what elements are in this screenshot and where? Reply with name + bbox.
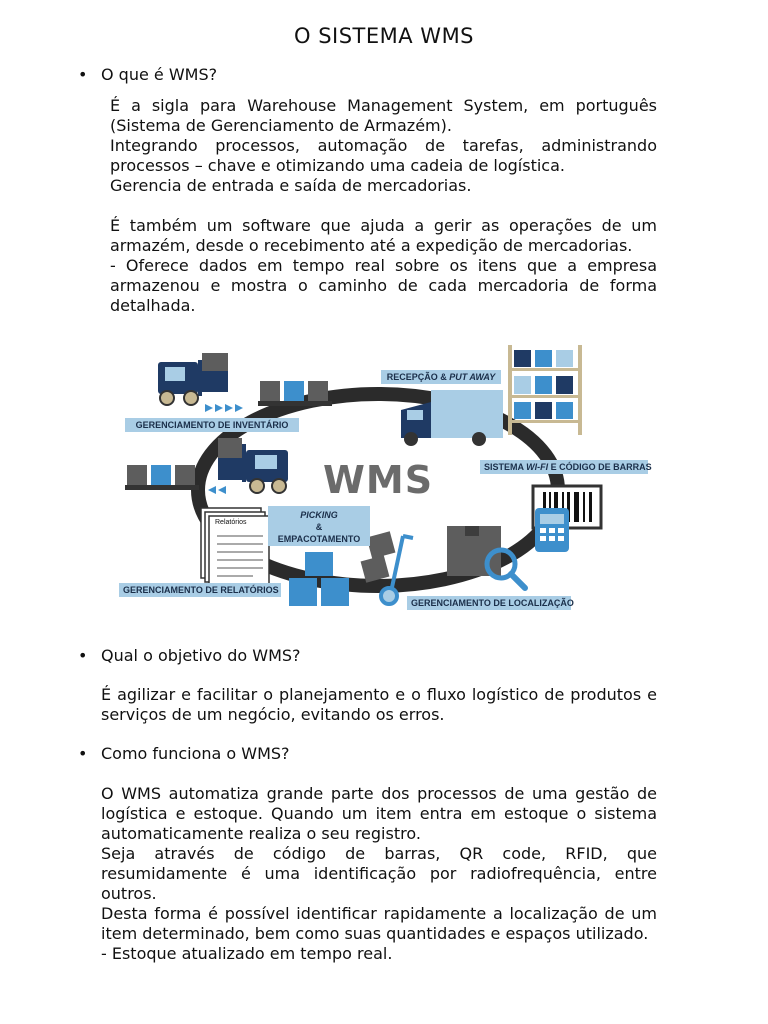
label-picking: [268, 506, 370, 546]
label-picking-pack: EMPACOTAMENTO: [277, 534, 361, 544]
bullet-question-3: [78, 744, 290, 764]
barcode-scanner-icon: [533, 486, 601, 552]
label-receiving: [381, 370, 501, 384]
paragraph: Gerencia de entrada e saída de mercadorias.: [110, 176, 472, 195]
label-wifi-italic: WI-FI: [526, 462, 549, 472]
label-barcode-text: E CÓDIGO DE BARRAS: [548, 462, 652, 472]
paragraph: Integrando processos, automação de tarefas, administrando processos – chave e otimizando uma cadeia de logística.: [110, 136, 657, 175]
answer-1: [110, 96, 657, 316]
label-picking-amp: &: [315, 522, 323, 532]
paragraph: O WMS automatiza grande parte dos processos de uma gestão de logística e estoque. Quando um item entra em estoque o sistema automaticamente realiza o seu registro.: [101, 784, 657, 843]
shelf-icon: [508, 345, 582, 435]
bullet-dot: •: [78, 646, 88, 665]
paragraph: É a sigla para Warehouse Management System, em português (Sistema de Gerenciamento de Armazém).: [110, 96, 657, 135]
wms-diagram: [113, 340, 653, 620]
label-wifi-barcode: [480, 460, 652, 474]
paragraph: - Estoque atualizado em tempo real.: [101, 944, 393, 963]
paragraph: - Oferece dados em tempo real sobre os itens que a empresa armazenou e mostra o caminho de cada mercadoria de forma detalhada.: [110, 256, 657, 315]
label-inventory: GERENCIAMENTO DE INVENTÁRIO: [125, 418, 299, 432]
bullet-question-1: [78, 65, 217, 85]
bullet-dot: •: [78, 65, 88, 84]
paragraph: É também um software que ajuda a gerir as operações de um armazém, desde o recebimento até a expedição de mercadorias.: [110, 216, 657, 255]
page-title: O SISTEMA WMS: [293, 24, 475, 48]
label-location: GERENCIAMENTO DE LOCALIZAÇÃO: [407, 596, 571, 610]
pallet-icon: [125, 465, 199, 490]
label-picking-italic: PICKING: [300, 510, 338, 520]
paragraph: Desta forma é possível identificar rapidamente a localização de um item determinado, bem como suas quantidades e espaços utilizado.: [101, 904, 657, 943]
label-reports: GERENCIAMENTO DE RELATÓRIOS: [119, 583, 281, 597]
question-1: O que é WMS?: [101, 65, 218, 84]
paragraph: Seja através de código de barras, QR code, RFID, que resumidamente é uma identificação por radiofrequência, entre outros.: [101, 844, 657, 903]
report-doc-title: Relatórios: [215, 519, 247, 526]
bullet-dot: •: [78, 744, 88, 763]
bullet-question-2: [78, 646, 301, 666]
question-2: Qual o objetivo do WMS?: [101, 646, 301, 665]
paragraph: É agilizar e facilitar o planejamento e o fluxo logístico de produtos e serviços de um negócio, evitando os erros.: [101, 685, 657, 724]
answer-2: [101, 685, 657, 725]
pallet-icon: [258, 381, 332, 406]
forklift-icon: [208, 438, 288, 494]
wms-center-logo: WMS: [323, 458, 434, 502]
label-receiving-italic: PUT AWAY: [449, 372, 496, 382]
answer-3: [101, 784, 657, 964]
label-receiving-text: RECEPÇÃO &: [386, 372, 450, 382]
question-3: Como funciona o WMS?: [101, 744, 290, 763]
forklift-icon: [158, 353, 243, 412]
label-wifi-text: SISTEMA: [484, 462, 527, 472]
